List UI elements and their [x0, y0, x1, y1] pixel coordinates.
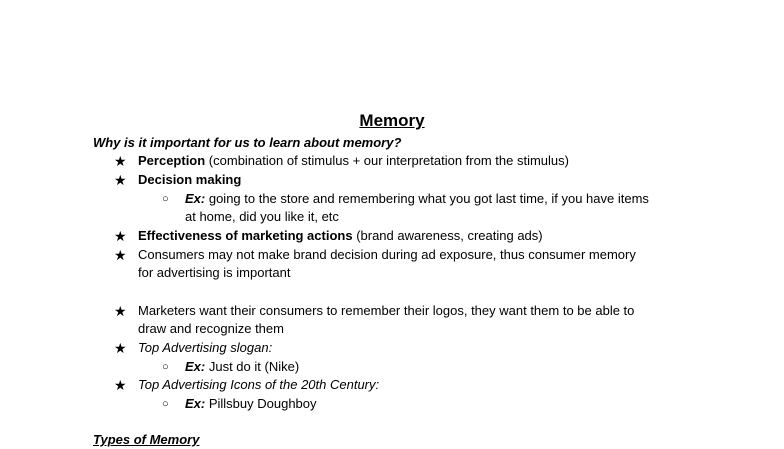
- example-label: Ex:: [185, 396, 206, 411]
- effectiveness-desc: (brand awareness, creating ads): [352, 228, 543, 243]
- list-item-icons: [138, 376, 379, 394]
- circle-bullet-icon: ○: [162, 398, 169, 410]
- star-bullet-icon: ★: [114, 377, 127, 393]
- list-item-slogan: [138, 339, 272, 357]
- example-label: Ex:: [185, 191, 206, 206]
- list-item-consumers-line1: Consumers may not make brand decision during ad exposure, thus consumer memory: [138, 247, 636, 262]
- list-item-perception: [138, 152, 569, 170]
- star-bullet-icon: ★: [114, 228, 127, 244]
- star-bullet-icon: ★: [114, 247, 127, 263]
- store-example-line1: going to the store and remembering what you got last time, if you have items: [205, 191, 649, 206]
- list-item-marketers-line1: Marketers want their consumers to remember their logos, they want them to be able to: [138, 303, 635, 318]
- sub-item-store-example: [185, 190, 649, 208]
- effectiveness-term: Effectiveness of marketing actions: [138, 228, 353, 243]
- star-bullet-icon: ★: [114, 172, 127, 188]
- question-heading: Why is it important for us to learn about memory?: [93, 135, 402, 150]
- circle-bullet-icon: ○: [162, 193, 169, 205]
- list-item-decision-making: [138, 171, 241, 189]
- slogan-text: Top Advertising slogan:: [138, 340, 273, 355]
- section-heading-types-of-memory: Types of Memory: [93, 432, 200, 447]
- perception-desc: (combination of stimulus + our interpretation from the stimulus): [205, 153, 569, 168]
- doughboy-example-text: Pillsbuy Doughboy: [205, 396, 317, 411]
- icons-text: Top Advertising Icons of the 20th Century:: [138, 377, 380, 392]
- star-bullet-icon: ★: [114, 303, 127, 319]
- decision-term: Decision making: [138, 172, 242, 187]
- example-label: Ex:: [185, 359, 206, 374]
- circle-bullet-icon: ○: [162, 361, 169, 373]
- sub-item-doughboy-example: [185, 395, 317, 413]
- list-item-effectiveness: [138, 227, 543, 245]
- page-title: Memory: [359, 111, 425, 130]
- nike-example-text: Just do it (Nike): [205, 359, 300, 374]
- list-item-marketers-line2: draw and recognize them: [138, 321, 284, 336]
- list-item-consumers-line2: for advertising is important: [138, 265, 291, 280]
- star-bullet-icon: ★: [114, 153, 127, 169]
- star-bullet-icon: ★: [114, 340, 127, 356]
- sub-item-nike-example: [185, 358, 299, 376]
- perception-term: Perception: [138, 153, 206, 168]
- store-example-line2: at home, did you like it, etc: [185, 209, 339, 224]
